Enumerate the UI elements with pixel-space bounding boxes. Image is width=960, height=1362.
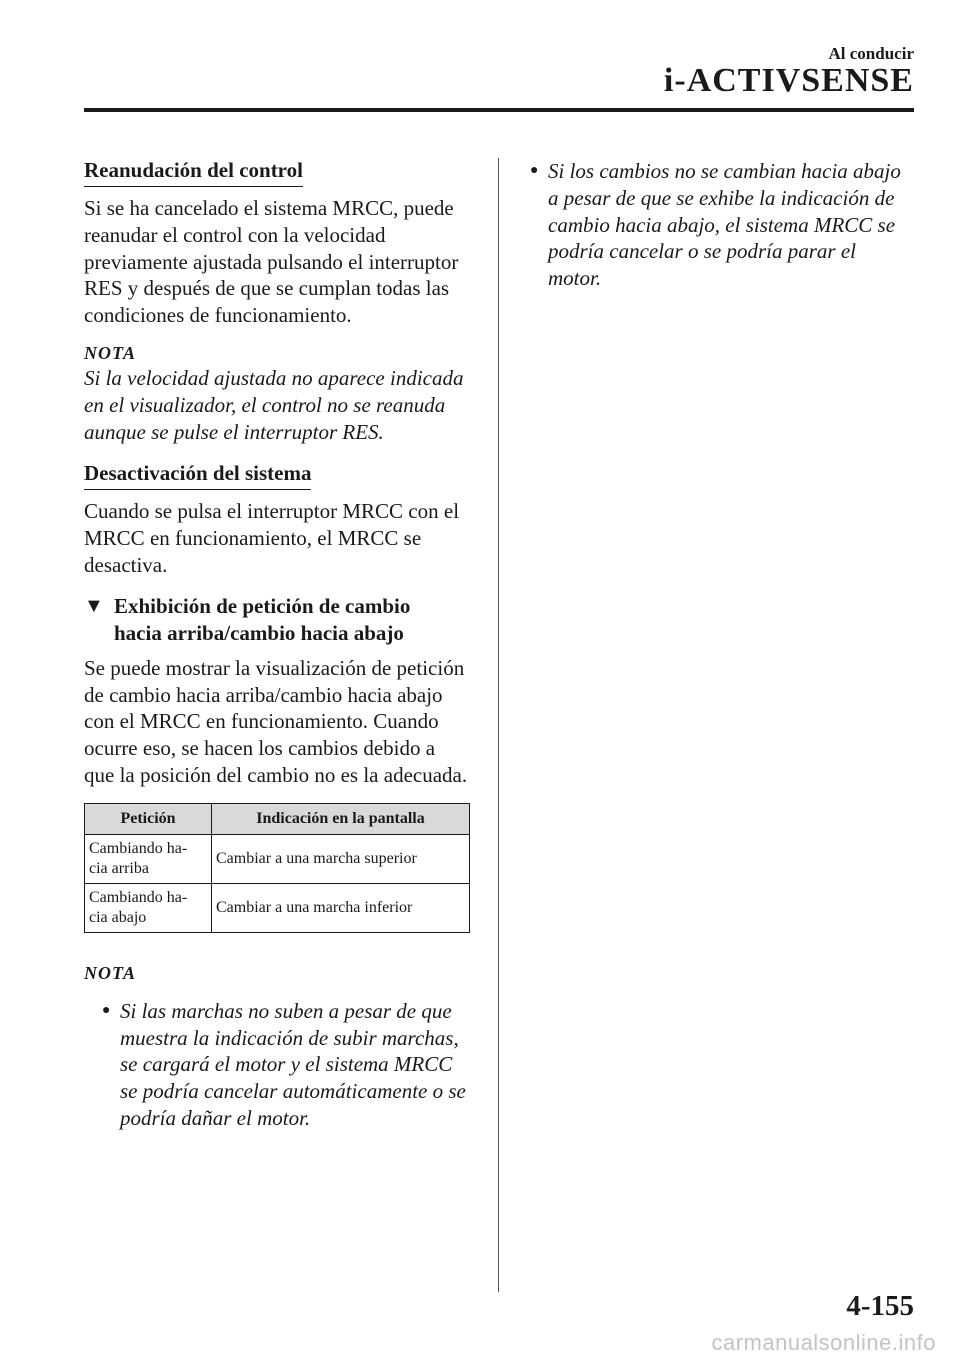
table-cell-text: Cambiando ha- cia abajo <box>89 888 188 926</box>
heading-shift-line2: hacia arriba/cambio hacia abajo <box>114 620 404 645</box>
table-header-row <box>85 803 470 834</box>
right-column <box>530 158 914 292</box>
paragraph-shift-request: Se puede mostrar la visualización de petición de cambio hacia arriba/cambio hacia abajo con el MRCC en funcionamiento. Cuando ocurre eso, se hacen los cambios debido a que la posición del cambio no es la adecuada. <box>84 655 468 787</box>
list-item <box>530 158 914 292</box>
bullet-icon: ● <box>530 163 539 178</box>
column-divider <box>498 158 499 1292</box>
nota-label: NOTA <box>84 342 137 363</box>
right-nota-list <box>530 158 914 292</box>
right-bullet-text: Si los cambios no se cambian hacia abajo a pesar de que se exhibe la indicación de cambio hacia abajo, el sistema MRCC se podría cancelar o se podría parar el motor. <box>548 159 901 291</box>
paragraph-reanudacion: Si se ha cancelado el sistema MRCC, puede reanudar el control con la velocidad previamente ajustada pulsando el interruptor RES y después de que se cumplan todas las condiciones de funcionamiento. <box>84 196 459 328</box>
header-chapter-title: i-ACTIVSENSE <box>663 62 914 99</box>
table-cell-text: Cambiando ha- cia arriba <box>89 839 188 877</box>
heading-reanudacion: Reanudación del control <box>84 158 303 187</box>
paragraph-desactivacion: Cuando se pulsa el interruptor MRCC con el MRCC en funcionamiento, el MRCC se desactiva. <box>84 499 460 577</box>
heading-shift-line1: Exhibición de petición de cambio <box>114 593 411 618</box>
left-column <box>84 158 470 1132</box>
page-number: 4-155 <box>846 1290 914 1322</box>
table-cell: Cambiar a una marcha inferior <box>212 883 470 932</box>
table-row <box>85 834 470 883</box>
nota2-list <box>102 998 470 1132</box>
triangle-down-icon: ▼ <box>84 594 104 617</box>
header-rule <box>84 108 914 112</box>
list-item <box>102 998 470 1132</box>
bullet-icon: ● <box>102 1002 111 1018</box>
shift-indication-table <box>84 803 470 933</box>
table-row <box>85 883 470 932</box>
nota2-label: NOTA <box>84 962 137 983</box>
table-cell <box>85 834 212 883</box>
section-heading-shift-request <box>84 593 470 647</box>
header-section: Al conducir <box>828 44 914 63</box>
table-cell <box>85 883 212 932</box>
table-cell: Cambiar a una marcha superior <box>212 834 470 883</box>
nota2-bullet-text: Si las marchas no suben a pesar de que muestra la indicación de subir marchas, se cargará el motor y el sistema MRCC se podría cancelar automáticamente o se podría dañar el motor. <box>120 998 466 1130</box>
watermark: carmanualsonline.info <box>711 1330 936 1355</box>
table-header-indicacion: Indicación en la pantalla <box>212 803 470 834</box>
heading-desactivacion: Desactivación del sistema <box>84 461 311 490</box>
table-header-peticion: Petición <box>85 803 212 834</box>
nota-text: Si la velocidad ajustada no aparece indicada en el visualizador, el control no se reanuda aunque se pulse el interruptor RES. <box>84 365 464 444</box>
